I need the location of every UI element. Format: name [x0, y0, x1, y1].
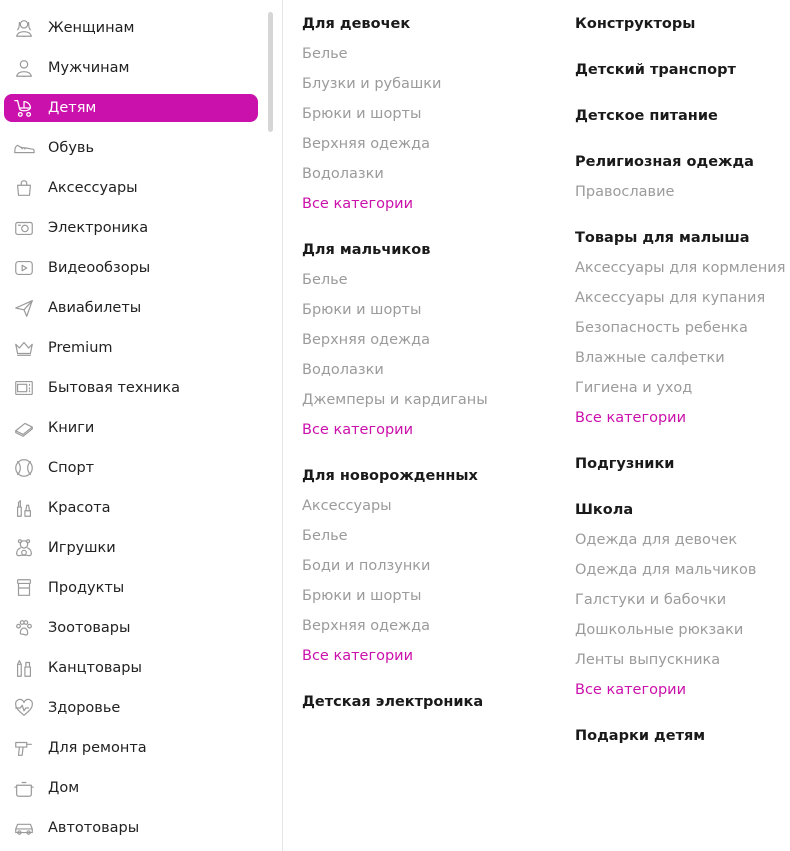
- man-icon: [12, 56, 36, 80]
- shoe-icon: [12, 136, 36, 160]
- video-play-icon: [12, 256, 36, 280]
- sidebar-item-label: Дом: [48, 780, 80, 796]
- subcategory-link[interactable]: Брюки и шорты: [302, 302, 422, 318]
- subcategory-link[interactable]: Безопасность ребенка: [575, 320, 748, 336]
- sidebar-item-label: Мужчинам: [48, 60, 130, 76]
- sidebar-item[interactable]: [4, 374, 258, 402]
- sidebar-item[interactable]: [4, 774, 258, 802]
- sidebar-item[interactable]: [4, 54, 258, 82]
- sidebar-item-label: Обувь: [48, 140, 95, 156]
- sidebar-item-label: Детям: [48, 100, 97, 116]
- subcategory-link[interactable]: Белье: [302, 272, 348, 288]
- subcategory-link[interactable]: Ленты выпускника: [575, 652, 721, 668]
- sidebar-item[interactable]: [4, 214, 258, 242]
- sidebar-item[interactable]: [4, 814, 258, 842]
- jar-icon: [12, 576, 36, 600]
- category-heading[interactable]: Для мальчиков: [302, 242, 431, 258]
- subcategory-link[interactable]: Водолазки: [302, 166, 384, 182]
- subcategory-link[interactable]: Водолазки: [302, 362, 384, 378]
- subcategory-link[interactable]: Брюки и шорты: [302, 106, 422, 122]
- category-heading[interactable]: Подгузники: [575, 456, 675, 472]
- all-categories-link[interactable]: Все категории: [575, 410, 687, 426]
- sidebar-item-label: Автотовары: [48, 820, 140, 836]
- sidebar-item[interactable]: [4, 574, 258, 602]
- sidebar-item-label: Красота: [48, 500, 111, 516]
- bag-icon: [12, 176, 36, 200]
- subcategory-link[interactable]: Дошкольные рюкзаки: [575, 622, 744, 638]
- subcategory-link[interactable]: Брюки и шорты: [302, 588, 422, 604]
- sidebar-item-label: Игрушки: [48, 540, 116, 556]
- subcategory-link[interactable]: Верхняя одежда: [302, 136, 430, 152]
- category-heading[interactable]: Конструкторы: [575, 16, 696, 32]
- sidebar-item[interactable]: [4, 294, 258, 322]
- sidebar-item[interactable]: [4, 254, 258, 282]
- category-heading[interactable]: Детский транспорт: [575, 62, 736, 78]
- category-heading[interactable]: Товары для малыша: [575, 230, 750, 246]
- sidebar-item-label: Женщинам: [48, 20, 135, 36]
- sidebar-item-label: Книги: [48, 420, 95, 436]
- woman-icon: [12, 16, 36, 40]
- sidebar-item[interactable]: [4, 734, 258, 762]
- all-categories-link[interactable]: Все категории: [302, 648, 414, 664]
- sidebar-item-label: Продукты: [48, 580, 125, 596]
- sidebar-item-label: Зоотовары: [48, 620, 131, 636]
- plane-icon: [12, 296, 36, 320]
- subcategory-link[interactable]: Аксессуары для купания: [575, 290, 766, 306]
- stroller-icon: [12, 96, 36, 120]
- sidebar-item[interactable]: [4, 94, 258, 122]
- sidebar-item[interactable]: [4, 654, 258, 682]
- sidebar-item[interactable]: [4, 174, 258, 202]
- all-categories-link[interactable]: Все категории: [302, 422, 414, 438]
- sidebar-item[interactable]: [4, 494, 258, 522]
- subcategory-link[interactable]: Белье: [302, 46, 348, 62]
- subcategory-link[interactable]: Православие: [575, 184, 675, 200]
- sidebar-item[interactable]: [4, 414, 258, 442]
- microwave-icon: [12, 376, 36, 400]
- category-sidebar: [0, 0, 283, 851]
- subcategory-link[interactable]: Одежда для девочек: [575, 532, 738, 548]
- sidebar-item[interactable]: [4, 134, 258, 162]
- ball-icon: [12, 456, 36, 480]
- sidebar-item-label: Авиабилеты: [48, 300, 142, 316]
- sidebar-item-label: Premium: [48, 340, 113, 356]
- subcategory-link[interactable]: Блузки и рубашки: [302, 76, 442, 92]
- sidebar-item-label: Бытовая техника: [48, 380, 180, 396]
- paw-icon: [12, 616, 36, 640]
- lipstick-icon: [12, 496, 36, 520]
- sidebar-item[interactable]: [4, 694, 258, 722]
- category-heading[interactable]: Для новорожденных: [302, 468, 478, 484]
- category-heading[interactable]: Детская электроника: [302, 694, 484, 710]
- sidebar-item-label: Спорт: [48, 460, 95, 476]
- sidebar-item[interactable]: [4, 334, 258, 362]
- subcategory-link[interactable]: Аксессуары: [302, 498, 392, 514]
- pencils-icon: [12, 656, 36, 680]
- sidebar-item-label: Канцтовары: [48, 660, 142, 676]
- subcategory-link[interactable]: Одежда для мальчиков: [575, 562, 757, 578]
- sidebar-item[interactable]: [4, 14, 258, 42]
- all-categories-link[interactable]: Все категории: [302, 196, 414, 212]
- sidebar-item-label: Для ремонта: [48, 740, 147, 756]
- subcategory-link[interactable]: Влажные салфетки: [575, 350, 725, 366]
- subcategory-link[interactable]: Аксессуары для кормления: [575, 260, 786, 276]
- sidebar-item[interactable]: [4, 454, 258, 482]
- sidebar-item[interactable]: [4, 534, 258, 562]
- subcategory-link[interactable]: Верхняя одежда: [302, 332, 430, 348]
- sidebar-item[interactable]: [4, 614, 258, 642]
- category-heading[interactable]: Подарки детям: [575, 728, 706, 744]
- category-heading[interactable]: Школа: [575, 502, 634, 518]
- subcategory-link[interactable]: Белье: [302, 528, 348, 544]
- sidebar-scrollbar[interactable]: [268, 12, 273, 132]
- category-heading[interactable]: Детское питание: [575, 108, 718, 124]
- sidebar-item-label: Аксессуары: [48, 180, 138, 196]
- camera-icon: [12, 216, 36, 240]
- pot-icon: [12, 776, 36, 800]
- all-categories-link[interactable]: Все категории: [575, 682, 687, 698]
- teddy-bear-icon: [12, 536, 36, 560]
- subcategory-link[interactable]: Гигиена и уход: [575, 380, 693, 396]
- sidebar-item-label: Видеообзоры: [48, 260, 151, 276]
- sidebar-item-label: Электроника: [48, 220, 149, 236]
- drill-icon: [12, 736, 36, 760]
- crown-icon: [12, 336, 36, 360]
- subcategory-link[interactable]: Галстуки и бабочки: [575, 592, 727, 608]
- subcategory-link[interactable]: Джемперы и кардиганы: [302, 392, 488, 408]
- category-heading[interactable]: Для девочек: [302, 16, 411, 32]
- heart-pulse-icon: [12, 696, 36, 720]
- subcategory-link[interactable]: Верхняя одежда: [302, 618, 430, 634]
- subcategory-link[interactable]: Боди и ползунки: [302, 558, 431, 574]
- category-heading[interactable]: Религиозная одежда: [575, 154, 754, 170]
- book-icon: [12, 416, 36, 440]
- car-icon: [12, 816, 36, 840]
- sidebar-item-label: Здоровье: [48, 700, 121, 716]
